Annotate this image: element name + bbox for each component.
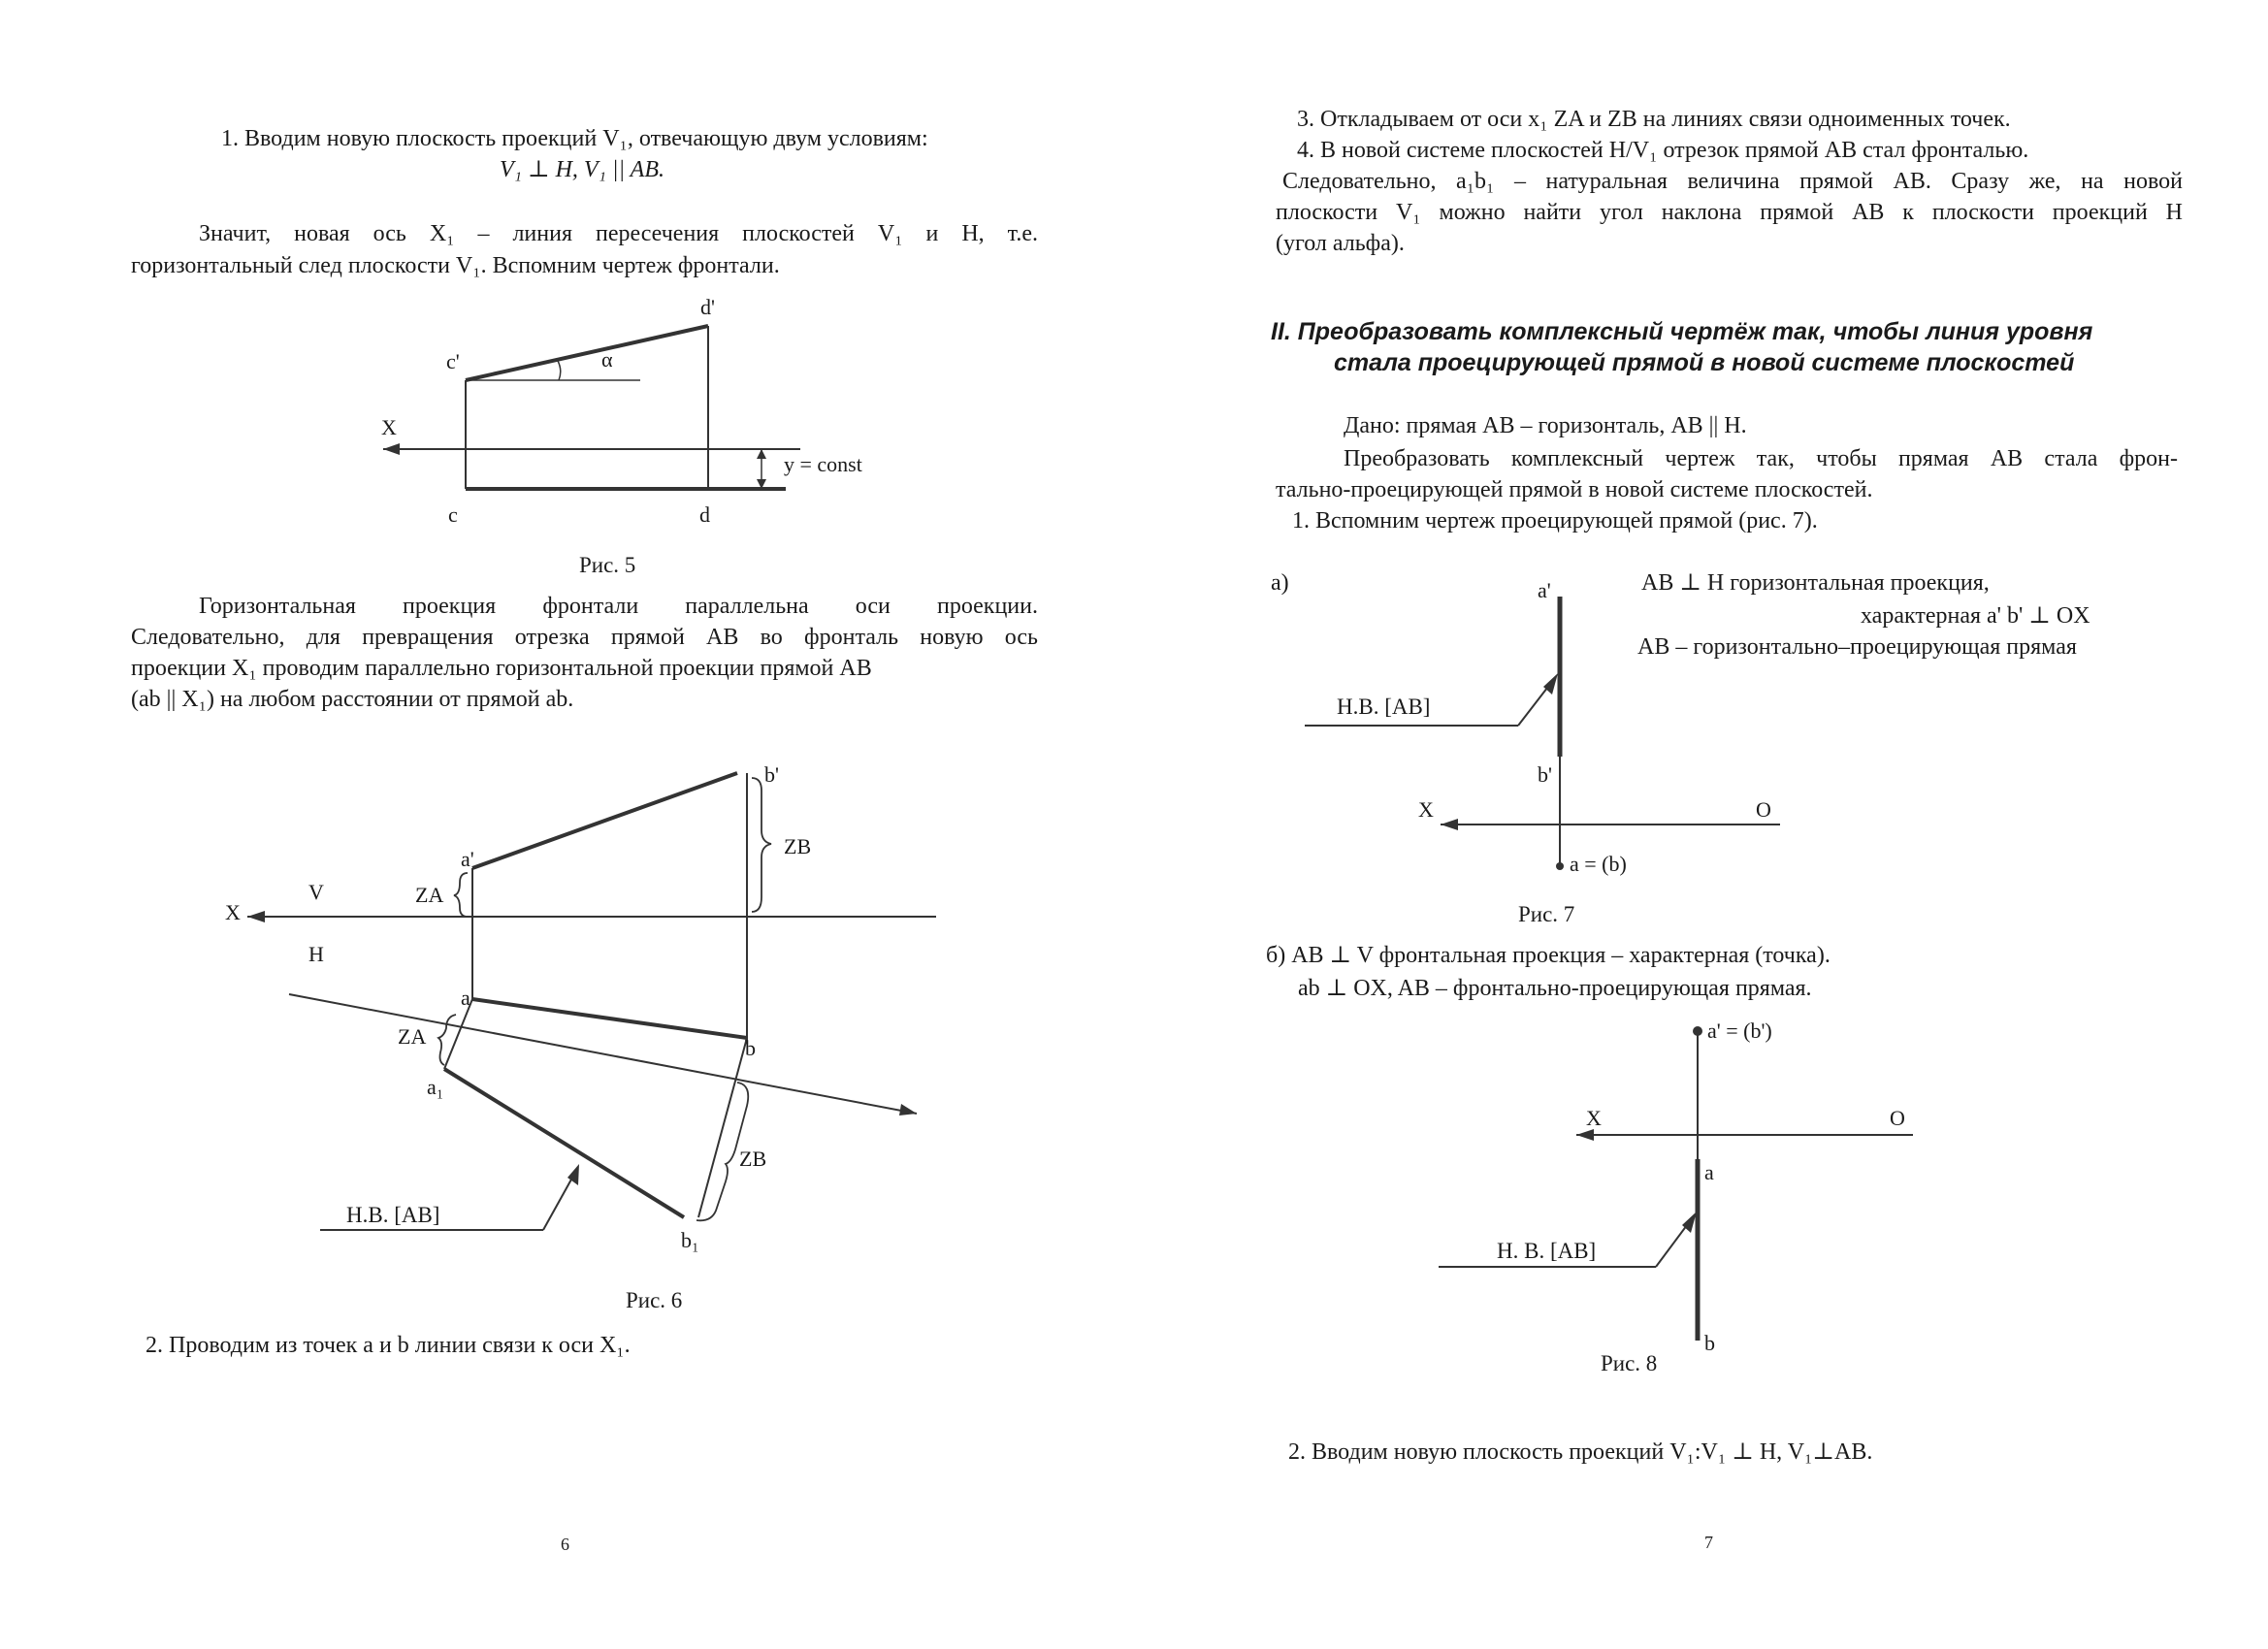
fig6-label-a-prime: a'	[461, 847, 474, 871]
task-line-2: тально-проецирующей прямой в новой системе плоскостей.	[1276, 477, 1873, 502]
fig7-description-2: характерная a' b' ⊥ OX	[1861, 603, 2090, 629]
fig8-label-ab-prime: a' = (b')	[1707, 1018, 1772, 1043]
fig6-label-b-prime: b'	[764, 762, 779, 787]
paragraph-3-line-2: Следовательно, для превращения отрезка прямой AB во фронталь новую ось	[131, 625, 1038, 650]
fig8-label-a: a	[1704, 1160, 1714, 1184]
fig7-label-ab: a = (b)	[1570, 852, 1627, 876]
fig6-label-x: X	[225, 900, 241, 924]
fig5-label-c-prime: c'	[446, 349, 460, 373]
fig5-label-c: c	[448, 502, 458, 527]
paragraph-2-line-1: Значит, новая ось X₁ – линия пересечения плоскостей V₁ и H, т.е.	[199, 221, 1038, 246]
part-b-line-1: б) AB ⊥ V фронтальная проекция – характерная (точка).	[1266, 943, 1831, 968]
fig6-label-a1: a₁	[427, 1075, 444, 1099]
fig6-label-zb-low: ZB	[739, 1147, 767, 1171]
fig6-label-za-top: ZA	[415, 883, 444, 907]
paragraph-2-line-2: горизонтальный след плоскости V₁. Вспомним чертеж фронтали.	[131, 253, 780, 278]
right-paragraph-1-line-1: 3. Откладываем от оси x₁ ZA и ZB на линиях связи одноименных точек.	[1297, 107, 2011, 132]
fig8-label-x: X	[1586, 1106, 1602, 1130]
given-text: Дано: прямая AB – горизонталь, AB || H.	[1344, 413, 1747, 438]
fig7-label-hv: Н.В. [AB]	[1337, 695, 1431, 719]
fig7-description-3: AB – горизонтально–проецирующая прямая	[1637, 634, 2077, 660]
fig8-label-hv: Н. В. [AB]	[1497, 1239, 1597, 1263]
fig6-label-b1: b₁	[681, 1228, 699, 1252]
paragraph-1-line-2: V₁ ⊥ H, V₁ || AB.	[500, 157, 664, 182]
paragraph-1-line-1: 1. Вводим новую плоскость проекций V₁, отвечающую двум условиям:	[221, 126, 928, 151]
task-line-1: Преобразовать комплексный чертеж так, чтобы прямая AB стала фрон-	[1344, 446, 2178, 471]
fig6-label-h: H	[308, 942, 324, 966]
page-number-left: 6	[561, 1535, 569, 1554]
fig7-label-a-prime: a'	[1538, 578, 1551, 602]
page-number-right: 7	[1704, 1533, 1713, 1552]
fig5-caption: Рис. 5	[579, 553, 636, 577]
fig5-label-y-const: y = const	[784, 452, 862, 476]
fig6-label-za-low: ZA	[398, 1024, 427, 1049]
fig5-label-x: X	[381, 415, 397, 439]
section-heading-line-1: II. Преобразовать комплексный чертёж так, чтобы линия уровня	[1271, 318, 2093, 345]
fig5-label-alpha: α	[601, 347, 613, 372]
right-paragraph-1-line-3: Следовательно, a₁b₁ – натуральная величина прямой AB. Сразу же, на новой	[1282, 169, 2183, 194]
fig6-label-hv: Н.В. [AB]	[346, 1203, 440, 1227]
fig5-label-d: d	[699, 502, 710, 527]
paragraph-3-line-1: Горизонтальная проекция фронтали параллельна оси проекции.	[199, 594, 1038, 619]
fig8-label-b: b	[1704, 1331, 1715, 1355]
section-heading-line-2: стала проецирующей прямой в новой системе плоскостей	[1334, 349, 2075, 376]
fig6-label-zb-top: ZB	[784, 834, 812, 858]
fig6-caption: Рис. 6	[626, 1288, 683, 1312]
step-2-text: 2. Вводим новую плоскость проекций V₁:V₁ ⊥ H, V₁⊥AB.	[1288, 1439, 1873, 1465]
fig7-label-x: X	[1418, 797, 1434, 822]
step-1-text: 1. Вспомним чертеж проецирующей прямой (рис. 7).	[1292, 508, 1818, 534]
fig7-label-b-prime: b'	[1538, 762, 1552, 787]
fig7-label-a: а)	[1271, 570, 1289, 596]
fig6-label-v: V	[308, 880, 324, 904]
paragraph-4: 2. Проводим из точек a и b линии связи к оси X₁.	[146, 1333, 631, 1358]
right-paragraph-1-line-2: 4. В новой системе плоскостей H/V₁ отрезок прямой AB стал фронталью.	[1297, 138, 2029, 163]
right-paragraph-1-line-5: (угол альфа).	[1276, 231, 1405, 256]
fig8-caption: Рис. 8	[1601, 1351, 1658, 1375]
fig7-description-1: AB ⊥ H горизонтальная проекция,	[1641, 570, 1990, 596]
paragraph-3-line-4: (ab || X₁) на любом расстоянии от прямой ab.	[131, 687, 574, 712]
fig7-label-o: O	[1756, 797, 1771, 822]
paragraph-3-line-3: проекции X₁ проводим параллельно горизонтальной проекции прямой AB	[131, 656, 872, 681]
fig7-caption: Рис. 7	[1518, 902, 1575, 926]
fig6-label-b: b	[745, 1036, 756, 1060]
part-b-line-2: ab ⊥ OX, AB – фронтально-проецирующая прямая.	[1298, 976, 1812, 1001]
right-paragraph-1-line-4: плоскости V₁ можно найти угол наклона прямой AB к плоскости проекций H	[1276, 200, 2183, 225]
fig6-label-a: a	[461, 986, 470, 1010]
fig8-label-o: O	[1890, 1106, 1905, 1130]
fig5-label-d-prime: d'	[700, 295, 715, 319]
